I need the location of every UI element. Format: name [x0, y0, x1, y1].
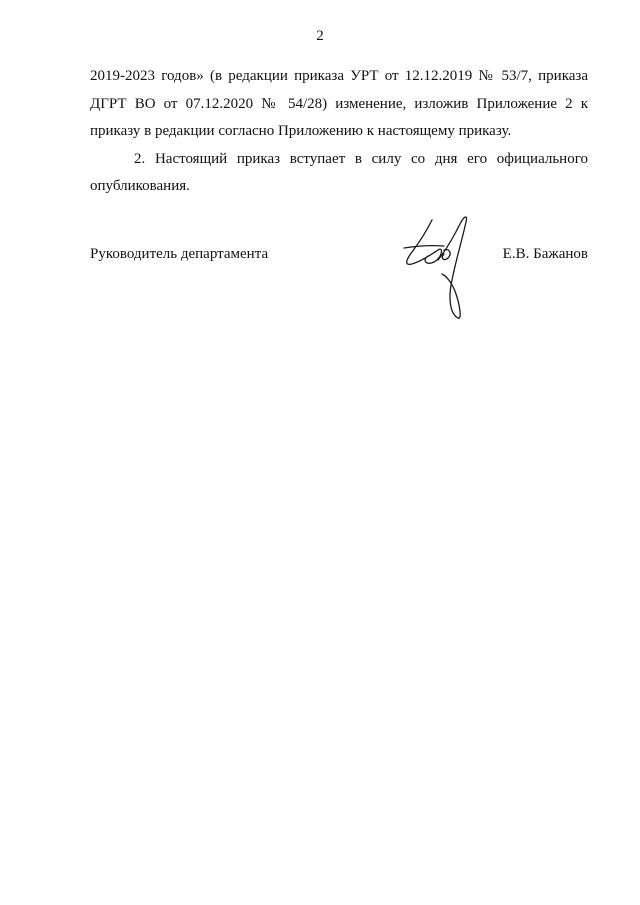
- paragraph-effective-date: [90, 146, 588, 201]
- text-line: приказу в редакции согласно Приложению к настоящему приказу.: [90, 123, 512, 139]
- text-line: 2019-2023 годов» (в редакции приказа УРТ от 12.12.2019 № 53/7, приказа: [90, 68, 588, 84]
- signer-name: Е.В. Бажанов: [502, 246, 588, 262]
- text-line: опубликования.: [90, 178, 190, 194]
- paragraph-amendment: [90, 63, 588, 146]
- page-number: 2: [316, 28, 324, 44]
- signer-position: Руководитель департамента: [90, 246, 269, 262]
- document-body: [90, 63, 588, 201]
- text-line: 2. Настоящий приказ вступает в силу со дня его официального: [134, 150, 588, 167]
- text-line: ДГРТ ВО от 07.12.2020 № 54/28) изменение, изложив Приложение 2 к: [90, 95, 588, 112]
- signature-block: [90, 246, 588, 270]
- handwritten-signature: [398, 210, 490, 322]
